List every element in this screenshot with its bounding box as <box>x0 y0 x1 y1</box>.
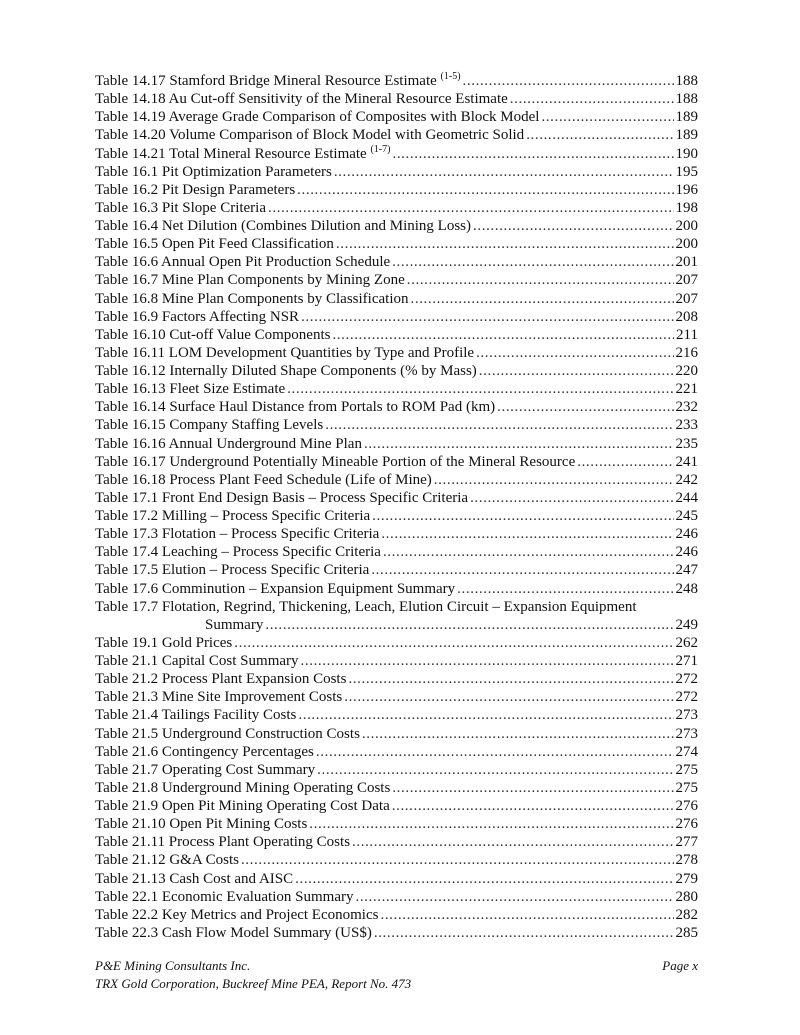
dot-leader <box>268 199 673 217</box>
toc-entry-page: 282 <box>675 906 698 923</box>
footer-company: P&E Mining Consultants Inc. <box>95 958 251 973</box>
toc-entry[interactable] <box>95 126 698 144</box>
toc-entry-page: 245 <box>675 508 698 524</box>
toc-entry-page: 280 <box>675 888 698 905</box>
dot-leader <box>309 815 673 833</box>
toc-entry-page: 278 <box>675 852 698 869</box>
toc-entry[interactable] <box>95 290 698 308</box>
dot-leader <box>381 525 673 543</box>
toc-entry-page: 273 <box>675 707 698 724</box>
toc-entry-page: 207 <box>675 290 698 307</box>
toc-entry[interactable] <box>95 779 698 797</box>
toc-entry-title: Table 16.3 Pit Slope Criteria <box>95 199 267 216</box>
toc-entry[interactable] <box>95 833 698 851</box>
footnote-marker: (1-7) <box>370 143 391 155</box>
toc-entry[interactable] <box>95 90 698 108</box>
toc-entry-label <box>95 561 369 579</box>
toc-entry[interactable] <box>95 743 698 761</box>
toc-entry-page: 189 <box>675 127 698 144</box>
toc-entry-page: 189 <box>675 109 698 126</box>
toc-entry-title: Table 16.9 Factors Affecting NSR <box>95 308 300 325</box>
toc-entry-title: Table 16.18 Process Plant Feed Schedule (Life of Mine) <box>95 471 432 488</box>
toc-entry-title: Table 21.1 Capital Cost Summary <box>95 653 299 669</box>
dot-leader <box>380 906 673 924</box>
toc-entry-title: Table 21.2 Process Plant Expansion Costs <box>95 671 347 688</box>
toc-entry-label <box>95 670 346 688</box>
dot-leader <box>463 72 674 90</box>
toc-entry-page: 242 <box>675 471 698 488</box>
toc-entry-label <box>95 580 455 598</box>
toc-entry-page: 188 <box>675 91 698 108</box>
dot-leader <box>234 634 673 652</box>
dot-leader <box>344 688 673 706</box>
toc-entry-title: Table 16.13 Fleet Size Estimate <box>95 381 286 398</box>
toc-entry-title: Table 17.7 Flotation, Regrind, Thickening, Leach, Elution Circuit – Expansion Equipment <box>95 598 637 615</box>
toc-entry[interactable] <box>95 670 698 688</box>
dot-leader <box>383 543 674 561</box>
toc-entry-title: Table 16.1 Pit Optimization Parameters <box>95 163 332 180</box>
toc-entry-label <box>95 761 315 779</box>
toc-entry-label <box>95 326 330 344</box>
toc-entry-page: 207 <box>675 272 698 289</box>
toc-entry-page: 275 <box>675 779 698 796</box>
toc-entry-page: 244 <box>675 489 698 506</box>
toc-entry-page: 276 <box>675 816 698 833</box>
toc-entry-label <box>95 72 461 90</box>
toc-entry[interactable] <box>95 525 698 543</box>
toc-entry-label <box>95 344 474 362</box>
toc-entry-label <box>95 217 471 235</box>
toc-entry-page: 246 <box>675 526 698 543</box>
toc-entry-title: Table 21.3 Mine Site Improvement Costs <box>95 689 343 706</box>
toc-entry[interactable] <box>95 870 698 888</box>
dot-leader <box>334 163 674 181</box>
toc-entry-label <box>95 815 307 833</box>
toc-entry-continuation[interactable] <box>95 616 698 634</box>
toc-entry-title: Table 21.8 Underground Mining Operating Costs <box>95 779 391 796</box>
toc-entry-page: 220 <box>675 363 698 379</box>
toc-entry-title: Table 17.5 Elution – Process Specific Criteria <box>95 562 370 579</box>
toc-entry-page: 195 <box>675 163 698 180</box>
toc-entry-label <box>95 271 405 289</box>
dot-leader <box>371 561 673 579</box>
toc-entry[interactable] <box>95 706 698 724</box>
toc-entry-page: 196 <box>675 181 698 198</box>
dot-leader <box>325 416 673 434</box>
toc-entry[interactable] <box>95 453 698 471</box>
toc-entry-title: Table 19.1 Gold Prices <box>95 634 233 651</box>
toc-entry-title: Table 14.18 Au Cut-off Sensitivity of the Mineral Resource Estimate <box>95 91 508 108</box>
toc-entry-label <box>95 290 409 308</box>
dot-leader <box>297 181 673 199</box>
footer-page-number: Page x <box>662 958 698 973</box>
toc-entry-title: Table 16.17 Underground Potentially Mineable Portion of the Mineral Resource <box>95 453 576 470</box>
toc-entry-page: 276 <box>675 798 698 814</box>
toc-entry-page: 248 <box>675 580 698 597</box>
toc-entry[interactable] <box>95 688 698 706</box>
toc-entry-page: 274 <box>675 743 698 760</box>
dot-leader <box>392 797 674 815</box>
toc-entry-title: Table 16.16 Annual Underground Mine Plan <box>95 435 362 452</box>
toc-entry-page: 285 <box>675 924 698 941</box>
toc-entry-label <box>95 253 390 271</box>
toc-entry-page: 200 <box>675 236 698 253</box>
toc-entry-page: 247 <box>675 562 698 579</box>
toc-entry-title: Table 21.5 Underground Construction Costs <box>95 725 360 742</box>
toc-entry-label <box>95 525 379 543</box>
dot-leader <box>392 253 673 271</box>
dot-leader <box>434 471 674 489</box>
dot-leader <box>407 271 674 289</box>
toc-entry-title: Table 22.1 Economic Evaluation Summary <box>95 888 354 905</box>
toc-entry-title: Table 16.7 Mine Plan Components by Mining Zone <box>95 272 405 289</box>
toc-entry[interactable] <box>95 217 698 235</box>
toc-entry-label <box>95 489 468 507</box>
dot-leader <box>470 489 673 507</box>
toc-entry-title: Table 14.20 Volume Comparison of Block Model with Geometric Solid <box>95 127 525 144</box>
toc-entry-label <box>95 398 495 416</box>
toc-entry-title: Table 21.10 Open Pit Mining Costs <box>95 816 308 833</box>
toc-entry-title: Table 21.4 Tailings Facility Costs <box>95 707 297 724</box>
toc-entry-label <box>95 453 575 471</box>
dot-leader <box>316 743 674 761</box>
dot-leader <box>298 706 673 724</box>
toc-entry-page: 235 <box>675 435 698 452</box>
dot-leader <box>336 235 674 253</box>
toc-entry-title: Table 16.10 Cut-off Value Components <box>95 326 331 343</box>
dot-leader <box>362 725 674 743</box>
toc-entry-title: Table 17.4 Leaching – Process Specific Criteria <box>95 544 381 561</box>
dot-leader <box>355 888 673 906</box>
dot-leader <box>348 670 673 688</box>
toc-entry[interactable] <box>95 271 698 289</box>
toc-entry-label <box>95 634 232 652</box>
toc-entry[interactable] <box>95 435 698 453</box>
toc-entry[interactable] <box>95 598 698 616</box>
toc-entry-page: 275 <box>675 761 698 778</box>
toc-entry-page: 232 <box>675 399 698 416</box>
dot-leader <box>332 326 674 344</box>
toc-entry-label <box>95 706 296 724</box>
toc-entry-page: 216 <box>675 344 698 361</box>
toc-entry-page: 246 <box>675 544 698 561</box>
toc-entry-title: Table 16.2 Pit Design Parameters <box>95 181 296 198</box>
dot-leader <box>374 924 674 942</box>
toc-entry-label <box>95 652 299 670</box>
toc-entry-label <box>95 126 524 144</box>
toc-entry-page: 271 <box>675 653 698 669</box>
toc-entry-title: Table 16.6 Annual Open Pit Production Schedule <box>95 254 391 271</box>
toc-entry-title: Table 16.14 Surface Haul Distance from Portals to ROM Pad (km) <box>95 399 496 416</box>
dot-leader <box>392 779 673 797</box>
dot-leader <box>317 761 673 779</box>
toc-entry-label <box>95 543 381 561</box>
toc-entry-page: 188 <box>675 73 698 89</box>
page-footer <box>95 957 698 993</box>
toc-entry[interactable] <box>95 652 698 670</box>
toc-entry-title: Table 16.11 LOM Development Quantities by Type and Profile <box>95 344 475 361</box>
toc-entry-label <box>95 833 350 851</box>
dot-leader <box>479 362 674 380</box>
dot-leader <box>301 652 674 670</box>
toc-entry-title: Table 21.13 Cash Cost and AISC <box>95 870 294 887</box>
toc-entry-label-continued: Summary <box>205 616 264 633</box>
toc-entry-label <box>95 163 332 181</box>
toc-entry[interactable] <box>95 398 698 416</box>
toc-entry-label <box>95 90 508 108</box>
toc-entry[interactable] <box>95 181 698 199</box>
toc-entry[interactable] <box>95 199 698 217</box>
toc-entry-page: 273 <box>675 725 698 742</box>
toc-entry-page: 262 <box>675 634 698 651</box>
toc-entry-label <box>95 906 378 924</box>
footnote-marker: (1-5) <box>440 71 461 82</box>
toc-entry[interactable] <box>95 580 698 598</box>
toc-entry-title: Table 22.3 Cash Flow Model Summary (US$) <box>95 924 372 941</box>
toc-entry-page: 272 <box>675 689 698 706</box>
toc-entry-title: Table 21.6 Contingency Percentages <box>95 743 314 760</box>
toc-entry-label <box>95 599 637 615</box>
toc-entry-title: Table 16.8 Mine Plan Components by Classification <box>95 290 409 307</box>
dot-leader <box>265 616 673 634</box>
toc-entry[interactable] <box>95 326 698 344</box>
toc-entry[interactable] <box>95 634 698 652</box>
dot-leader <box>287 380 673 398</box>
dot-leader <box>476 344 673 362</box>
toc-entry-page: 200 <box>675 218 698 234</box>
toc-entry[interactable] <box>95 797 698 815</box>
toc-entry-label <box>95 888 353 906</box>
toc-entry-label <box>95 779 390 797</box>
toc-entry-title: Table 21.7 Operating Cost Summary <box>95 761 316 778</box>
toc-entry-label <box>95 145 390 163</box>
toc-entry[interactable] <box>95 906 698 924</box>
toc-entry-label <box>95 362 477 380</box>
toc-entry[interactable] <box>95 416 698 434</box>
dot-leader <box>577 453 673 471</box>
toc-entry-page: 211 <box>676 326 698 343</box>
toc-entry[interactable] <box>95 725 698 743</box>
toc-entry-page: 279 <box>675 870 698 887</box>
toc-entry[interactable] <box>95 815 698 833</box>
dot-leader <box>392 145 673 163</box>
toc-entry[interactable] <box>95 344 698 362</box>
toc-entry[interactable] <box>95 163 698 181</box>
toc-entry[interactable] <box>95 253 698 271</box>
toc-entry-page: 249 <box>675 616 698 633</box>
dot-leader <box>295 870 673 888</box>
toc-entry-title: Table 14.21 Total Mineral Resource Estimate <box>95 145 367 162</box>
toc-entry-label <box>95 235 334 253</box>
toc-entry[interactable] <box>95 851 698 869</box>
toc-entry[interactable] <box>95 362 698 380</box>
toc-entry[interactable] <box>95 471 698 489</box>
toc-entry[interactable] <box>95 235 698 253</box>
toc-entry[interactable] <box>95 561 698 579</box>
toc-entry[interactable] <box>95 72 698 90</box>
toc-entry[interactable] <box>95 145 698 163</box>
footer-report: TRX Gold Corporation, Buckreef Mine PEA, Report No. 473 <box>95 976 412 991</box>
dot-leader <box>301 308 673 326</box>
dot-leader <box>352 833 673 851</box>
toc-entry-label <box>95 181 295 199</box>
toc-entry-label <box>95 688 342 706</box>
toc-entry-title: Table 16.15 Company Staffing Levels <box>95 417 324 434</box>
toc-entry-label <box>95 308 299 326</box>
list-of-tables <box>95 72 698 942</box>
toc-entry-label <box>95 851 239 869</box>
toc-entry-label <box>95 416 323 434</box>
toc-entry[interactable] <box>95 308 698 326</box>
toc-entry-page: 272 <box>675 671 698 688</box>
toc-entry-label <box>95 743 314 761</box>
dot-leader <box>457 580 673 598</box>
dot-leader <box>411 290 674 308</box>
dot-leader <box>473 217 673 235</box>
toc-entry-label <box>95 924 372 942</box>
toc-entry-page: 198 <box>675 199 698 216</box>
dot-leader <box>541 108 673 126</box>
toc-entry-label <box>95 199 266 217</box>
toc-entry-label <box>95 471 432 489</box>
toc-entry-page: 241 <box>675 453 698 470</box>
toc-entry-title: Table 14.19 Average Grade Comparison of Composites with Block Model <box>95 109 540 126</box>
toc-entry[interactable] <box>95 108 698 126</box>
toc-entry-title: Table 17.2 Milling – Process Specific Criteria <box>95 508 371 524</box>
toc-entry[interactable] <box>95 489 698 507</box>
dot-leader <box>510 90 674 108</box>
toc-entry[interactable] <box>95 888 698 906</box>
toc-entry-page: 201 <box>675 254 698 271</box>
toc-entry-title: Table 14.17 Stamford Bridge Mineral Resource Estimate <box>95 73 437 89</box>
toc-entry-page: 277 <box>675 834 698 851</box>
toc-entry[interactable] <box>95 543 698 561</box>
toc-entry-title: Table 17.6 Comminution – Expansion Equipment Summary <box>95 580 456 597</box>
toc-entry[interactable] <box>95 761 698 779</box>
toc-entry-title: Table 16.5 Open Pit Feed Classification <box>95 236 334 253</box>
toc-entry-label <box>95 797 390 815</box>
toc-entry[interactable] <box>95 507 698 525</box>
toc-entry-title: Table 16.12 Internally Diluted Shape Components (% by Mass) <box>95 363 477 379</box>
toc-entry[interactable] <box>95 924 698 942</box>
toc-entry-page: 233 <box>675 417 698 434</box>
dot-leader <box>526 126 673 144</box>
toc-entry-title: Table 16.4 Net Dilution (Combines Dilution and Mining Loss) <box>95 218 472 234</box>
toc-entry-label <box>95 380 285 398</box>
toc-entry-title: Table 21.12 G&A Costs <box>95 852 239 869</box>
toc-entry-title: Table 22.2 Key Metrics and Project Economics <box>95 906 379 923</box>
toc-entry-page: 208 <box>675 308 698 325</box>
toc-entry-title: Table 21.9 Open Pit Mining Operating Cost Data <box>95 798 390 814</box>
toc-entry[interactable] <box>95 380 698 398</box>
toc-entry-label <box>95 435 362 453</box>
toc-entry-label <box>95 725 360 743</box>
toc-entry-title: Table 21.11 Process Plant Operating Costs <box>95 834 351 851</box>
dot-leader <box>364 435 674 453</box>
toc-entry-title: Table 17.3 Flotation – Process Specific Criteria <box>95 526 380 543</box>
toc-entry-page: 221 <box>675 381 698 398</box>
toc-entry-label <box>95 870 293 888</box>
dot-leader <box>241 851 674 869</box>
toc-entry-page: 190 <box>675 145 698 162</box>
toc-entry-label <box>95 507 370 525</box>
toc-entry-title: Table 17.1 Front End Design Basis – Process Specific Criteria <box>95 489 469 506</box>
toc-entry-label <box>95 108 539 126</box>
dot-leader <box>497 398 673 416</box>
dot-leader <box>372 507 673 525</box>
